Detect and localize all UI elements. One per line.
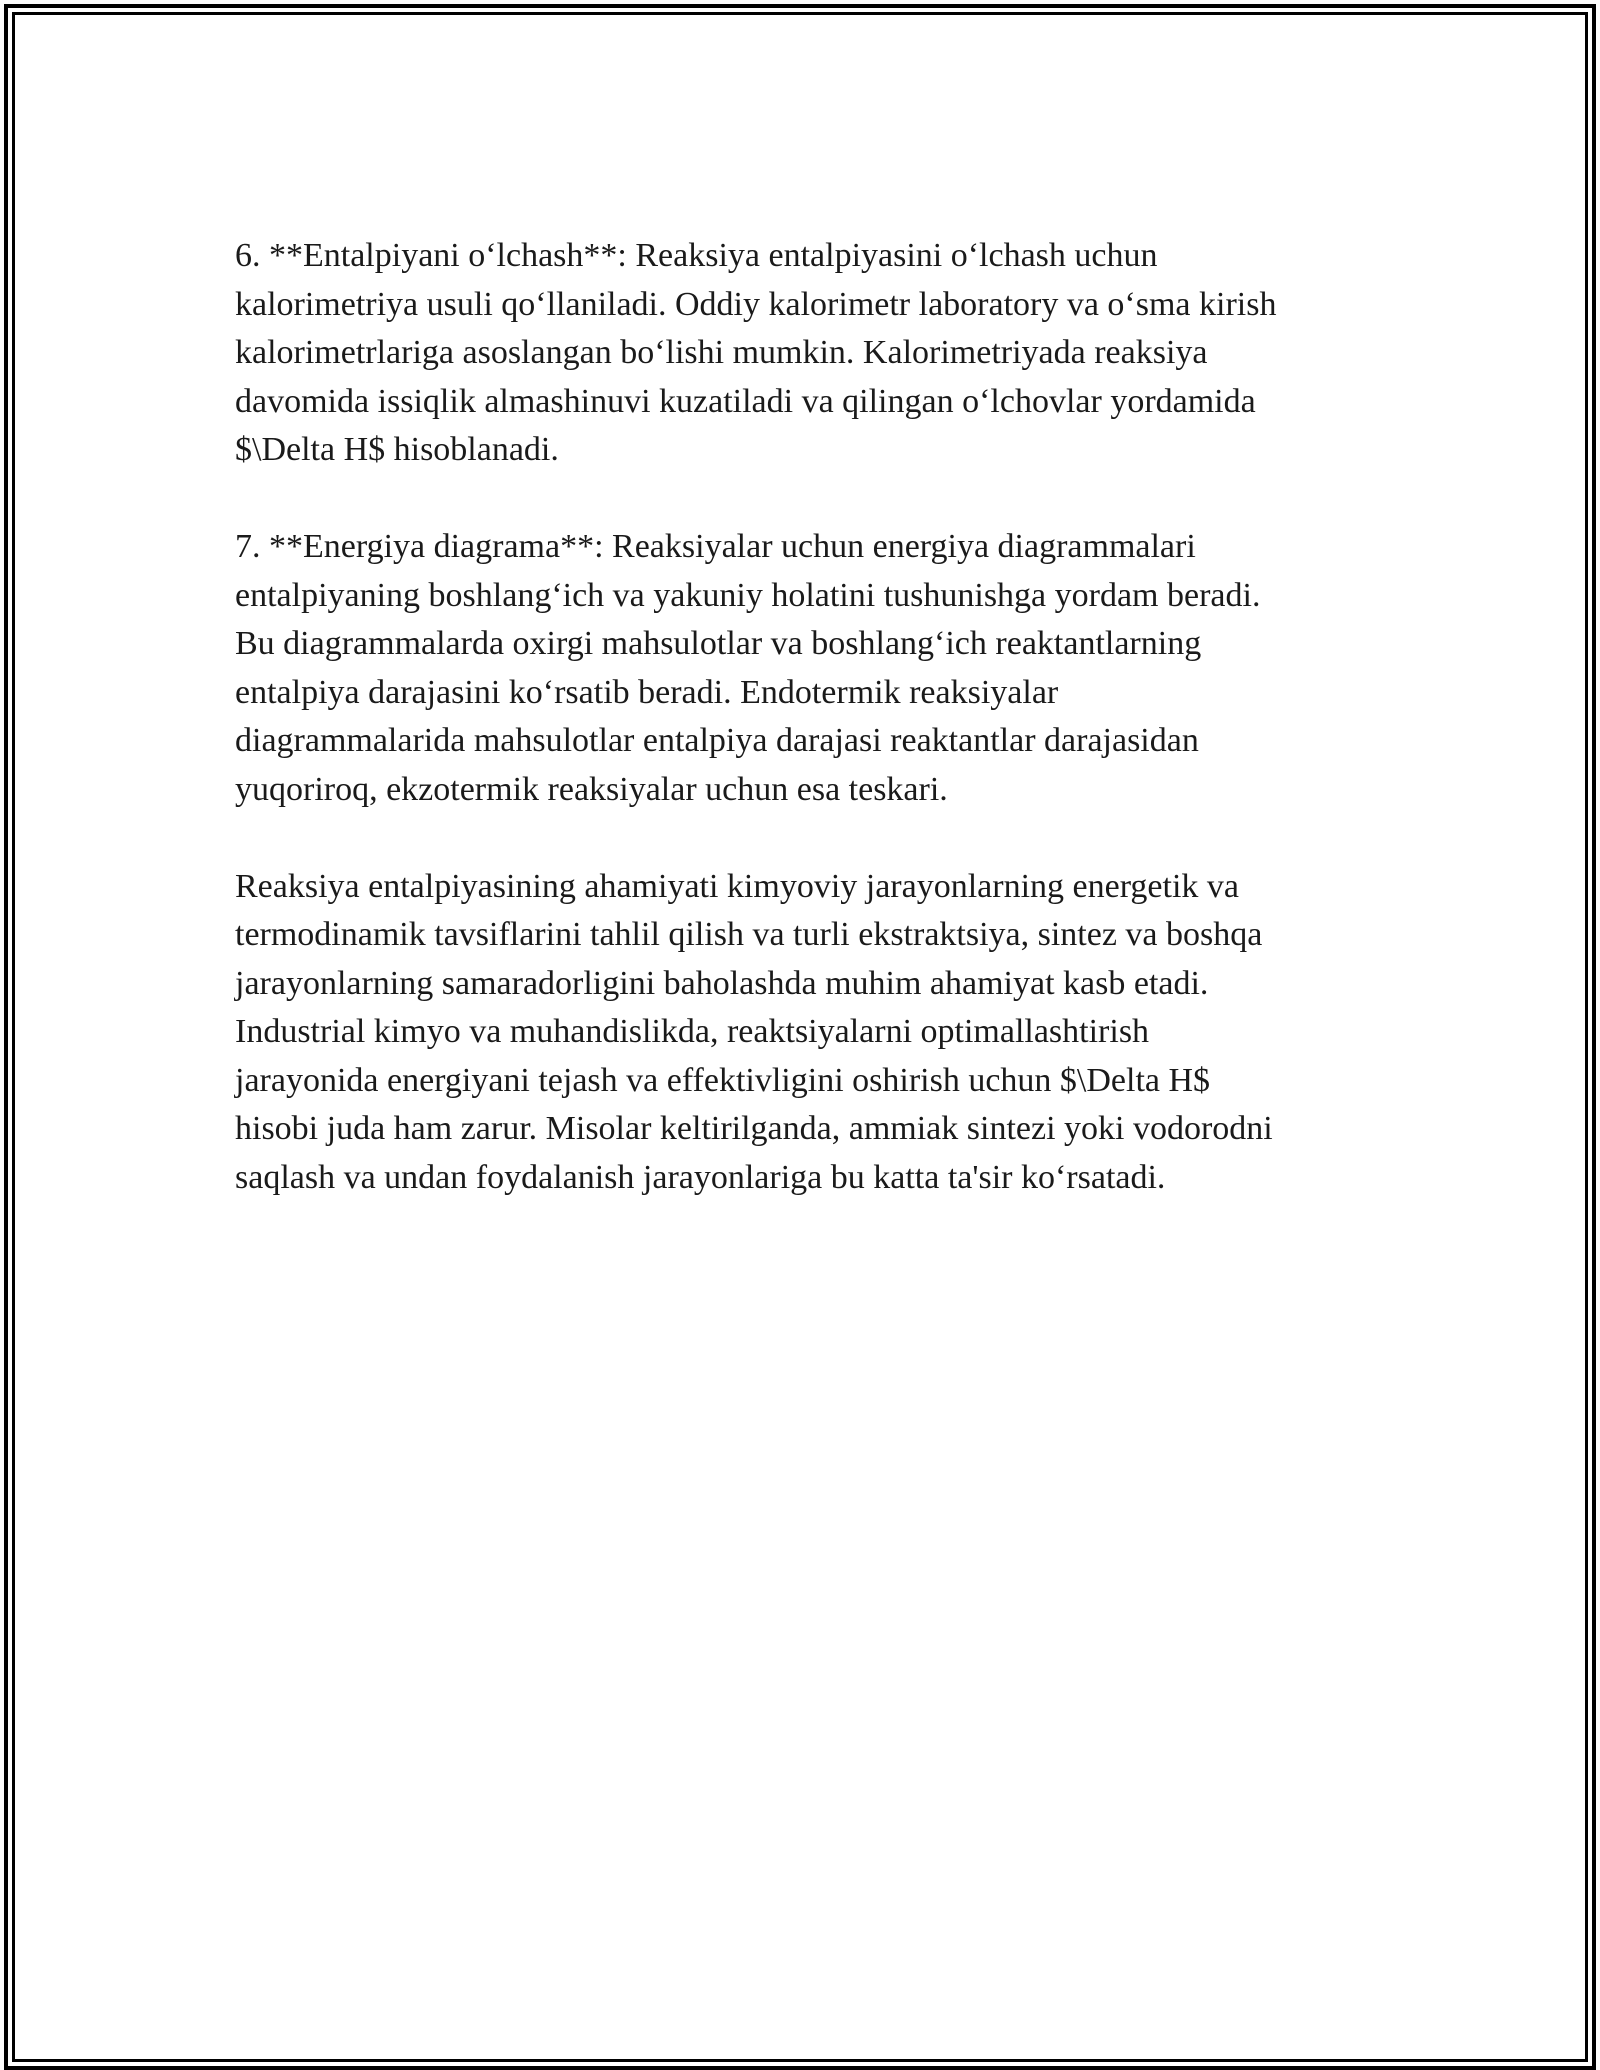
text-line: saqlash va undan foydalanish jarayonlariga bu katta ta'sir ko‘rsatadi.: [235, 1158, 1166, 1196]
text-line: Reaksiya entalpiyasining ahamiyati kimyoviy jarayonlarning energetik va: [235, 867, 1239, 905]
document-body: [235, 232, 1375, 1251]
text-line: $\Delta H$ hisoblanadi.: [235, 431, 559, 468]
text-line: hisobi juda ham zarur. Misolar keltirilganda, ammiak sintezi yoki vodorodni: [235, 1110, 1273, 1147]
text-line: Bu diagrammalarda oxirgi mahsulotlar va boshlang‘ich reaktantlarning: [235, 625, 1202, 662]
text-line: kalorimetriya usuli qo‘llaniladi. Oddiy kalorimetr laboratory va o‘sma kirish: [235, 285, 1277, 323]
text-line: entalpiyaning boshlang‘ich va yakuniy holatini tushunishga yordam beradi.: [235, 576, 1261, 614]
paragraph-significance: [235, 863, 1375, 1203]
text-line: yuqoriroq, ekzotermik reaksiyalar uchun esa teskari.: [235, 770, 948, 808]
text-line: 6. **Entalpiyani o‘lchash**: Reaksiya entalpiyasini o‘lchash uchun: [235, 237, 1158, 274]
text-line: 7. **Energiya diagrama**: Reaksiyalar uchun energiya diagrammalari: [235, 528, 1196, 565]
text-line: termodinamik tavsiflarini tahlil qilish va turli ekstraktsiya, sintez va boshqa: [235, 916, 1263, 953]
text-line: davomida issiqlik almashinuvi kuzatiladi va qilingan o‘lchovlar yordamida: [235, 382, 1256, 420]
text-line: jarayonida energiyani tejash va effektivligini oshirish uchun $\Delta H$: [235, 1061, 1211, 1099]
paragraph-enthalpy-measurement: [235, 232, 1375, 475]
text-line: Industrial kimyo va muhandislikda, reaktsiyalarni optimallashtirish: [235, 1013, 1150, 1050]
text-line: kalorimetrlariga asoslangan bo‘lishi mumkin. Kalorimetriyada reaksiya: [235, 334, 1208, 371]
paragraph-energy-diagram: [235, 523, 1375, 814]
text-line: jarayonlarning samaradorligini baholashda muhim ahamiyat kasb etadi.: [235, 964, 1209, 1002]
text-line: diagrammalarida mahsulotlar entalpiya darajasi reaktantlar darajasidan: [235, 722, 1199, 759]
text-line: entalpiya darajasini ko‘rsatib beradi. Endotermik reaksiyalar: [235, 673, 1059, 711]
